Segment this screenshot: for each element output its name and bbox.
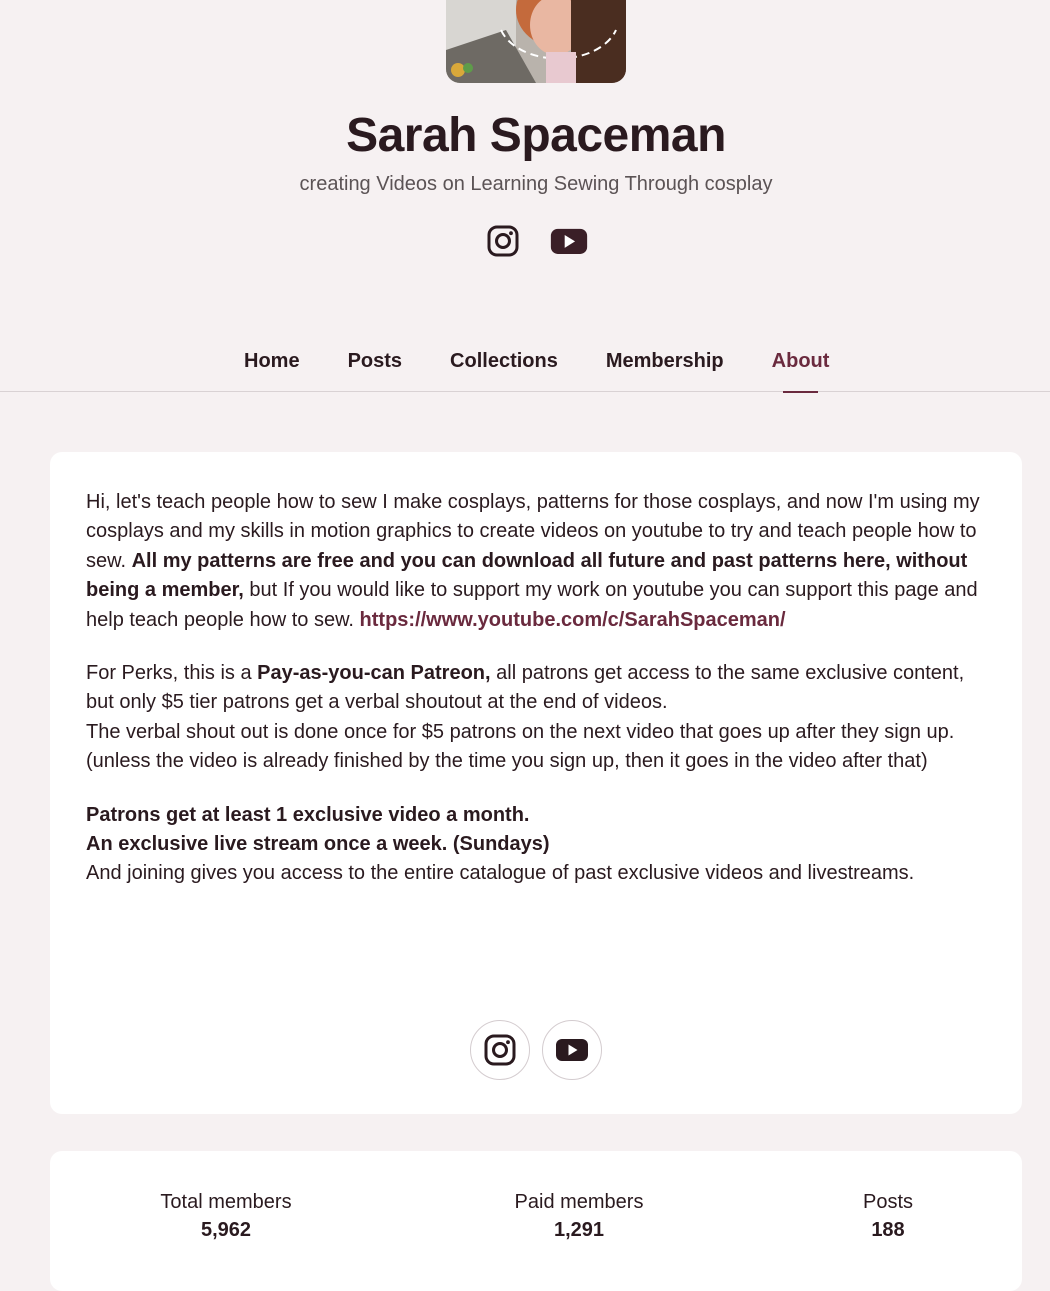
stat-paid-members [499,1189,659,1245]
creator-avatar [446,0,626,83]
instagram-icon [487,225,519,257]
youtube-link[interactable] [550,222,588,260]
stats-card [50,1151,1022,1291]
tab-home[interactable]: Home [244,350,300,372]
tab-collections[interactable]: Collections [450,350,558,372]
instagram-link[interactable] [484,222,522,260]
avatar-photo [446,0,626,83]
creator-tagline: creating Videos on Learning Sewing Through cosplay [299,173,773,195]
stat-value: 1,291 [553,1219,605,1241]
tab-membership[interactable]: Membership [605,350,724,372]
about-bold-text: Pay-as-you-can Patreon, [257,662,491,685]
about-text: For Perks, this is a [86,662,258,685]
instagram-button[interactable] [470,1020,530,1080]
stat-label: Paid members [514,1191,644,1213]
creator-nav-tabs [0,340,1050,392]
tab-posts[interactable]: Posts [347,350,403,372]
about-paragraph-perks [86,659,986,777]
about-bold-text: Patrons get at least 1 exclusive video a month. [86,803,530,826]
about-text: all patrons get access to the same exclusive content, but only $5 tier patrons get a verbal shoutout at the end of videos. [86,662,965,714]
stat-total-members [146,1189,306,1245]
about-text: The verbal shout out is done once for $5 patrons on the next video that goes up after they sign up. (unless the video is already finished by the time you sign up, then it goes in the video after that) [86,720,955,773]
instagram-icon [484,1034,516,1066]
stat-value: 5,962 [200,1219,252,1241]
about-text: Hi, let's teach people how to sew I make cosplays, patterns for those cosplays, and now I'm using my cosplays and my skills in motion graphics to create videos on youtube to try and teach people how to sew. [86,491,980,572]
about-bold-text: All my patterns are free and you can download all future and past patterns here, without being a member, [86,549,968,602]
about-bold-text: An exclusive live stream once a week. (Sundays) [86,833,550,856]
creator-name: Sarah Spaceman [346,109,726,162]
youtube-channel-link[interactable]: https://www.youtube.com/c/SarahSpaceman/ [359,608,786,631]
stat-posts [838,1189,938,1245]
header-social-links [484,222,588,260]
about-description [86,488,986,913]
stat-value: 188 [871,1219,905,1241]
stat-label: Posts [862,1191,914,1213]
about-paragraph-intro [86,488,986,635]
about-card [50,452,1022,1114]
youtube-icon [556,1038,588,1062]
tab-about[interactable]: About [772,340,830,391]
about-paragraph-benefits [86,801,986,889]
about-social-links [470,1020,602,1080]
youtube-button[interactable] [542,1020,602,1080]
youtube-icon [550,225,588,257]
about-text: but If you would like to support my work on youtube you can support this page and help teach people how to sew. [86,579,978,631]
about-text: And joining gives you access to the entire catalogue of past exclusive videos and livestreams. [86,862,915,885]
stat-label: Total members [160,1191,292,1213]
